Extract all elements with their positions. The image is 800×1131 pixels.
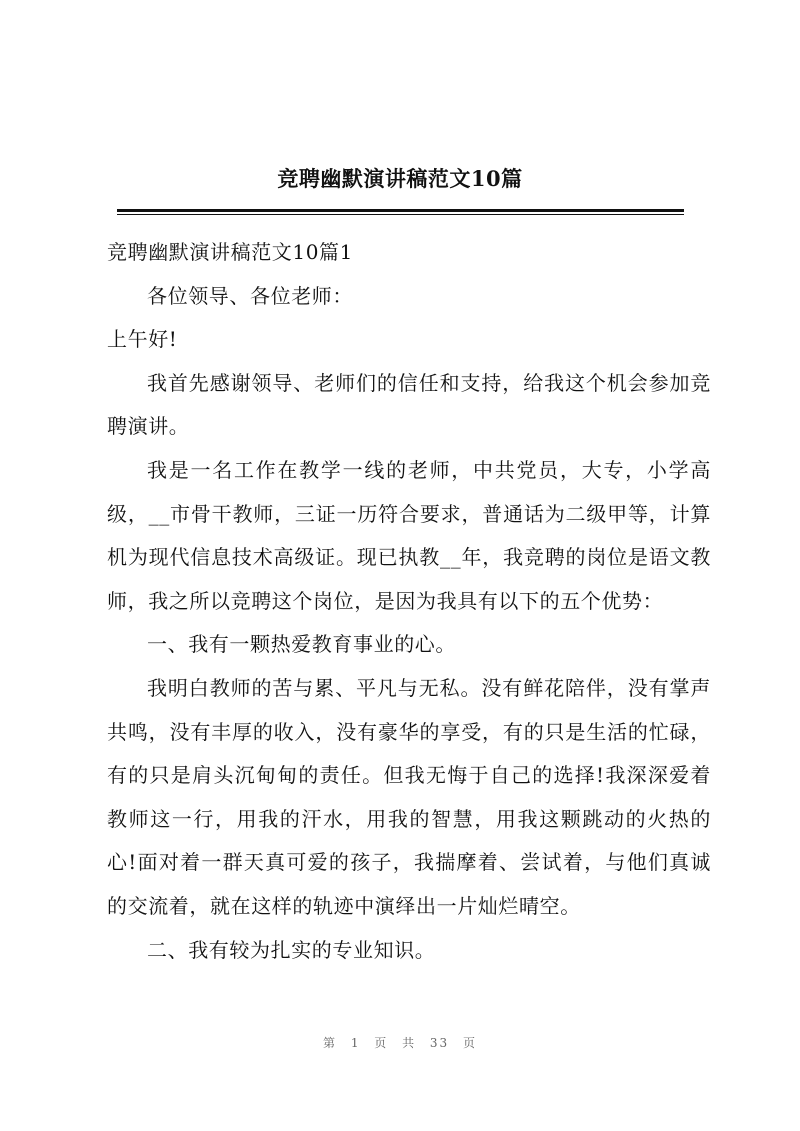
title-rule-thick bbox=[117, 209, 684, 212]
document-body bbox=[107, 231, 711, 972]
paragraph-salutation: 各位领导、各位老师： bbox=[147, 283, 353, 308]
paragraph-thanks: 我首先感谢领导、老师们的信任和支持，给我这个机会参加竞聘演讲。 bbox=[107, 370, 711, 439]
section-heading: 竞聘幽默演讲稿范文10篇1 bbox=[107, 240, 353, 264]
paragraph-point-one-body: 我明白教师的苦与累、平凡与无私。没有鲜花陪伴，没有掌声共鸣，没有丰厚的收入，没有豪华的享受，有的只是生活的忙碌，有的只是肩头沉甸甸的责任。但我无悔于自己的选择!我深深爱着教师这一行，用我的汗水，用我的智慧，用我这颗跳动的火热的心!面对着一群天真可爱的孩子，我揣摩着、尝试着，与他们真诚的交流着，就在这样的轨迹中演绎出一片灿烂晴空。 bbox=[107, 675, 711, 918]
paragraph-introduction: 我是一名工作在教学一线的老师，中共党员，大专，小学高级，__市骨干教师，三证一历符合要求，普通话为二级甲等，计算机为现代信息技术高级证。现已执教__年，我竞聘的岗位是语文教师，我之所以竞聘这个岗位，是因为我具有以下的五个优势： bbox=[107, 457, 711, 613]
paragraph-point-two-heading: 二、我有较为扎实的专业知识。 bbox=[147, 937, 436, 962]
paragraph-point-one-heading: 一、我有一颗热爱教育事业的心。 bbox=[147, 632, 456, 657]
document-title: 竞聘幽默演讲稿范文10篇 bbox=[277, 166, 523, 191]
page-number-footer: 第 1 页 共 33 页 bbox=[323, 1036, 477, 1050]
title-rule-thin bbox=[117, 214, 684, 215]
paragraph-greeting: 上午好! bbox=[107, 327, 178, 352]
